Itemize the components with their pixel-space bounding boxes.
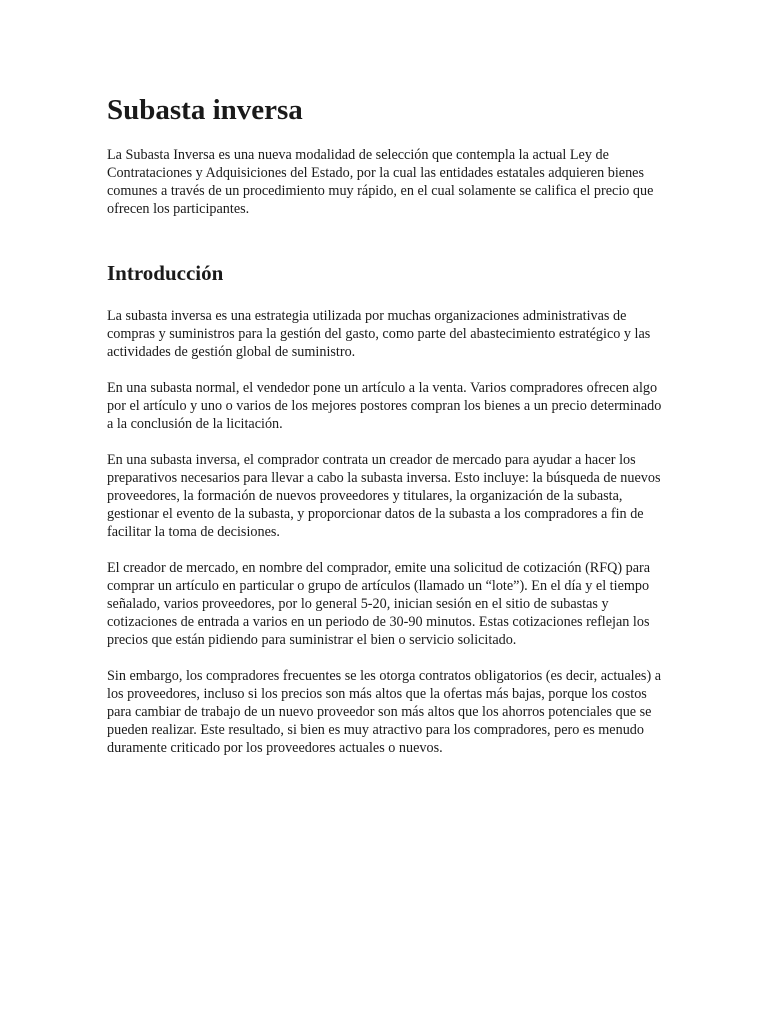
section-heading: Introducción [107, 261, 224, 285]
section-paragraph: Sin embargo, los compradores frecuentes se les otorga contratos obligatorios (es decir, actuales) a los proveedores, incluso si los precios son más altos que la ofertas más bajas, porque los costos para cambiar de trabajo de un nuevo proveedor son más altos que los ahorros potenciales que se pueden realizar. Este resultado, si bien es muy atractivo para los compradores, pero es menudo duramente criticado por los proveedores actuales o nuevos. [107, 668, 662, 756]
document-page [107, 92, 663, 757]
section-paragraph: En una subasta normal, el vendedor pone un artículo a la venta. Varios compradores ofrecen algo por el artículo y uno o varios de los mejores postores compran los bienes a un precio determinado a la conclusión de la licitación. [107, 380, 662, 432]
intro-paragraph: La Subasta Inversa es una nueva modalidad de selección que contempla la actual Ley de Contrataciones y Adquisiciones del Estado, por la cual las entidades estatales adquieren bienes comunes a través de un procedimiento muy rápido, en el cual solamente se califica el precio que ofrecen los participantes. [107, 147, 654, 217]
section-paragraph: En una subasta inversa, el comprador contrata un creador de mercado para ayudar a hacer los preparativos necesarios para llevar a cabo la subasta inversa. Esto incluye: la búsqueda de nuevos proveedores, la formación de nuevos proveedores y titulares, la organización de la subasta, gestionar el evento de la subasta, y proporcionar datos de la subasta a los compradores a fin de facilitar la toma de decisiones. [107, 452, 661, 540]
section-paragraph: El creador de mercado, en nombre del comprador, emite una solicitud de cotización (RFQ) para comprar un artículo en particular o grupo de artículos (llamado un “lote”). En el día y el tiempo señalado, varios proveedores, por lo general 5-20, inician sesión en el sitio de subastas y cotizaciones de entrada a varios en un periodo de 30-90 minutos. Estas cotizaciones reflejan los precios que están pidiendo para suministrar el bien o servicio solicitado. [107, 560, 651, 648]
section-paragraph: La subasta inversa es una estrategia utilizada por muchas organizaciones administrativas de compras y suministros para la gestión del gasto, como parte del abastecimiento estratégico y las actividades de gestión global de suministro. [107, 308, 651, 360]
document-title: Subasta inversa [107, 94, 303, 126]
